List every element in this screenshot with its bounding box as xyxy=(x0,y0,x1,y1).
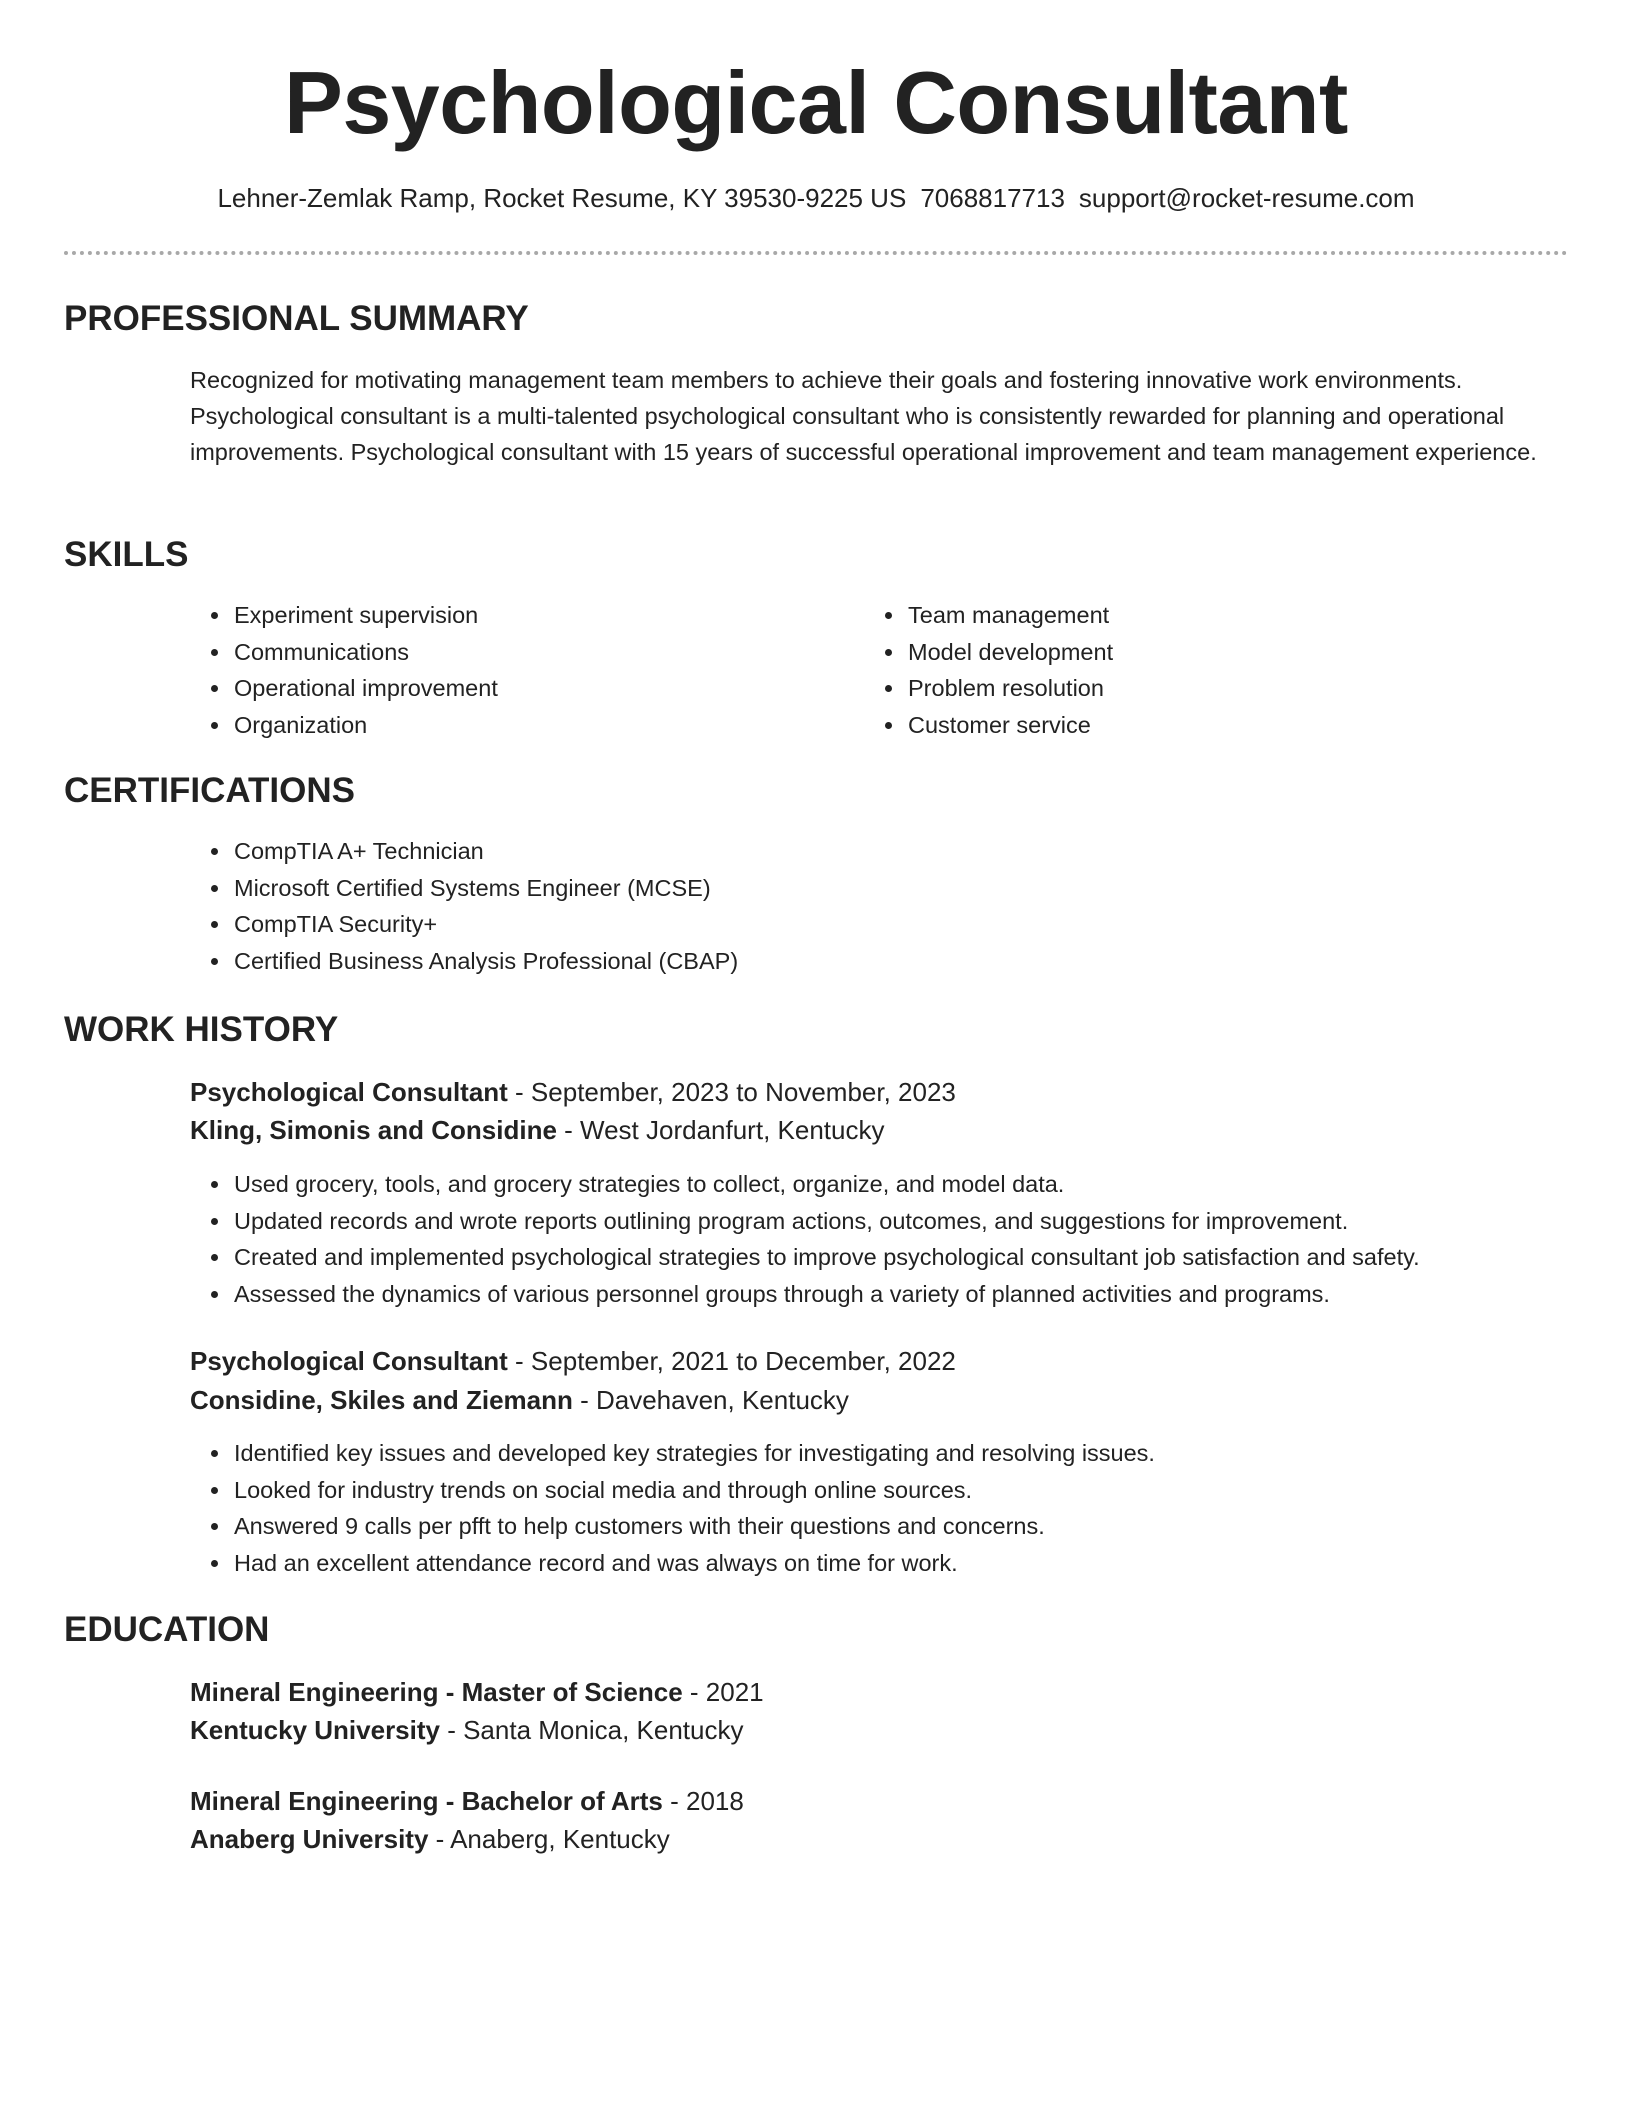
list-item: • Used grocery, tools, and grocery strategies to collect, organize, and model data. xyxy=(232,1166,1632,1203)
list-item: • CompTIA Security+ xyxy=(232,906,1532,943)
list-item: • Customer service xyxy=(906,707,1506,744)
job-bullets xyxy=(190,1166,1632,1312)
education-degree-line xyxy=(190,1782,744,1820)
work-history-heading: WORK HISTORY xyxy=(64,1010,339,1049)
job-company: Kling, Simonis and Considine xyxy=(190,1115,557,1145)
education-location: - Anaberg, Kentucky xyxy=(428,1824,670,1854)
job-title-line xyxy=(190,1342,956,1380)
job-company-line xyxy=(190,1111,884,1149)
list-item: • CompTIA A+ Technician xyxy=(232,833,1532,870)
list-item: • Problem resolution xyxy=(906,670,1506,707)
job-title: Psychological Consultant xyxy=(190,1346,508,1376)
contact-email: support@rocket-resume.com xyxy=(1078,183,1415,213)
education-year: - 2021 xyxy=(682,1677,764,1707)
job-title-line xyxy=(190,1073,956,1111)
contact-phone: 7068817713 xyxy=(920,183,1065,213)
header-divider xyxy=(64,251,1568,255)
skills-heading: SKILLS xyxy=(64,535,189,574)
education-school-line xyxy=(190,1820,670,1858)
job-bullets xyxy=(190,1435,1632,1581)
certifications-list xyxy=(190,833,1532,979)
job-company: Considine, Skiles and Ziemann xyxy=(190,1385,573,1415)
certifications-heading: CERTIFICATIONS xyxy=(64,771,356,810)
education-school: Kentucky University xyxy=(190,1715,440,1745)
education-heading: EDUCATION xyxy=(64,1610,270,1649)
job-dates: - September, 2023 to November, 2023 xyxy=(507,1077,956,1107)
list-item: • Had an excellent attendance record and was always on time for work. xyxy=(232,1545,1632,1582)
list-item: • Certified Business Analysis Professional (CBAP) xyxy=(232,943,1532,980)
education-year: - 2018 xyxy=(662,1786,744,1816)
list-item: • Created and implemented psychological strategies to improve psychological consultant job satisfaction and safety. xyxy=(232,1239,1632,1276)
list-item: • Experiment supervision xyxy=(232,597,832,634)
summary-text: Recognized for motivating management team members to achieve their goals and fostering innovative work environments. Psychological consultant is a multi-talented psychological consultant who is consistently rewarded for planning and operational improvements. Psychological consultant with 15 years of successful operational improvement and team management experience. xyxy=(190,367,1537,465)
list-item: • Identified key issues and developed key strategies for investigating and resolving issues. xyxy=(232,1435,1632,1472)
education-location: - Santa Monica, Kentucky xyxy=(439,1715,744,1745)
summary-heading: PROFESSIONAL SUMMARY xyxy=(64,299,529,338)
job-company-line xyxy=(190,1381,849,1419)
list-item: • Model development xyxy=(906,634,1506,671)
list-item: • Communications xyxy=(232,634,832,671)
job-location: - Davehaven, Kentucky xyxy=(572,1385,849,1415)
list-item: • Assessed the dynamics of various personnel groups through a variety of planned activities and programs. xyxy=(232,1276,1632,1313)
contact-address: Lehner-Zemlak Ramp, Rocket Resume, KY 39530-9225 US xyxy=(217,183,907,213)
contact-line xyxy=(0,178,1632,218)
job-title: Psychological Consultant xyxy=(190,1077,508,1107)
education-degree-line xyxy=(190,1673,764,1711)
list-item: • Team management xyxy=(906,597,1506,634)
list-item: • Answered 9 calls per pfft to help customers with their questions and concerns. xyxy=(232,1508,1632,1545)
list-item: • Looked for industry trends on social media and through online sources. xyxy=(232,1472,1632,1509)
education-school: Anaberg University xyxy=(190,1824,429,1854)
job-location: - West Jordanfurt, Kentucky xyxy=(556,1115,885,1145)
candidate-name: Psychological Consultant xyxy=(284,53,1348,152)
list-item: • Microsoft Certified Systems Engineer (MCSE) xyxy=(232,870,1532,907)
list-item: • Operational improvement xyxy=(232,670,832,707)
job-dates: - September, 2021 to December, 2022 xyxy=(507,1346,956,1376)
list-item: • Updated records and wrote reports outlining program actions, outcomes, and suggestions for improvement. xyxy=(232,1203,1632,1240)
education-school-line xyxy=(190,1711,743,1749)
education-degree: Mineral Engineering - Master of Science xyxy=(190,1677,683,1707)
skills-list-left xyxy=(190,597,832,743)
list-item: • Organization xyxy=(232,707,832,744)
skills-list-right xyxy=(864,597,1506,743)
education-degree: Mineral Engineering - Bachelor of Arts xyxy=(190,1786,663,1816)
